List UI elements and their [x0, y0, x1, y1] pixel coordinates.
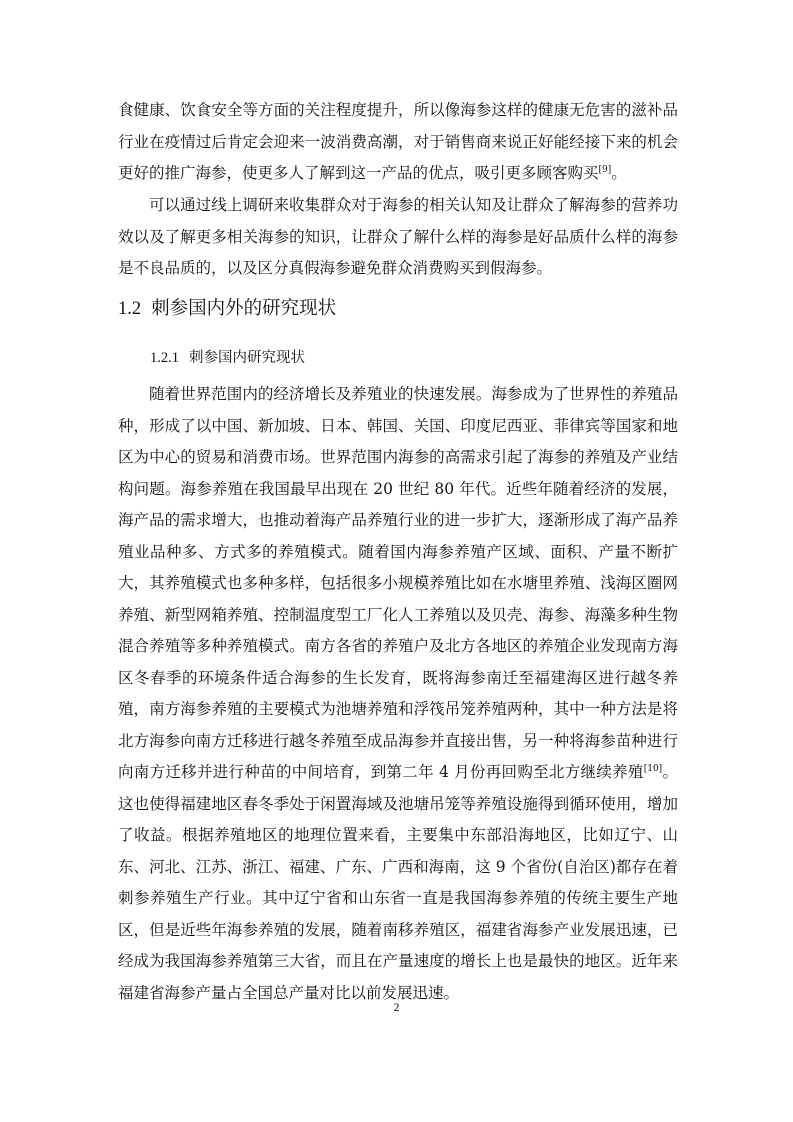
page-number: 2: [393, 1000, 400, 1014]
subsection-heading: [150, 347, 305, 369]
paragraph-survey: [118, 190, 678, 285]
paragraph-text: 随着世界范围内的经济增长及养殖业的快速发展。海参成为了世界性的养殖品种，形成了以中国、新加坡、日本、韩国、关国、印度尼西亚、菲律宾等国家和地区为中心的贸易和消费市场。世界范围内海参的高需求引起了海参的养殖及产业结构问题。海参养殖在我国最早出现在 20 世纪 80 年代。近些年随着经济的发展，海产品的需求增大，也推动着海产品养殖行业的进一步扩大，逐渐形成了海产品养殖业品种多、方式多的养殖模式。随着国内海参养殖产区域、面积、产量不断扩大，其养殖模式也多种多样，包括很多小规模养殖比如在水塘里养殖、浅海区圈网养殖、新型网箱养殖、控制温度型工厂化人工养殖以及贝壳、海参、海藻多种生物混合养殖等多种养殖模式。南方各省的养殖户及北方各地区的养殖企业发现南方海区冬春季的环境条件适合海参的生长发育，既将海参南迁至福建海区进行越冬养殖，南方海参养殖的主要模式为池塘养殖和浮筏吊笼养殖两种，其中一种方法是将北方海参向南方迁移进行越冬养殖至成品海参并直接出售，另一种将海参苗种进行向南方迁移并进行种苗的中间培育，到第二年 4 月份再回购至北方继续养殖: [118, 385, 678, 781]
paragraph-tail: 。这也使得福建地区春冬季处于闲置海域及池塘吊笼等养殖设施得到循环使用，增加了收益。根据养殖地区的地理位置来看，主要集中东部沿海地区，比如辽宁、山东、河北、江苏、浙江、福建、广东、广西和海南，这 9 个省份(自治区)都存在着刺参养殖生产行业。其中辽宁省和山东省一直是我国海参养殖的传统主要生产地区，但是近些年海参养殖的发展，随着南移养殖区，福建省海参产业发展迅速，已经成为我国海参养殖第三大省，而且在产量速度的增长上也是最快的地区。近年来福建省海参产量占全国总产量对比以前发展迅速。: [118, 763, 678, 1002]
paragraph-domestic-research: [118, 379, 678, 1009]
paragraph-text: 食健康、饮食安全等方面的关注程度提升，所以像海参这样的健康无危害的滋补品行业在疫情过后肯定会迎来一波消费高潮，对于销售商来说正好能经接下来的机会更好的推广海参，使更多人了解到这一产品的优点，吸引更多顾客购买: [118, 101, 678, 182]
subsection-title: 刺参国内研究现状: [189, 350, 305, 366]
section-title: 刺参国内外的研究现状: [151, 298, 337, 319]
citation-9: [9]: [598, 164, 612, 175]
section-number: 1.2: [118, 299, 142, 319]
paragraph-text: 可以通过线上调研来收集群众对于海参的相关认知及让群众了解海参的营养功效以及了解更多相关海参的知识，让群众了解什么样的海参是好品质什么样的海参是不良品质的，以及区分真假海参避免群众消费购买到假海参。: [118, 196, 678, 277]
section-heading: [118, 295, 336, 323]
paragraph-continued: [118, 95, 678, 190]
subsection-number: 1.2.1: [150, 350, 179, 366]
paragraph-tail: 。: [611, 164, 627, 182]
citation-10: [10]: [643, 763, 663, 774]
